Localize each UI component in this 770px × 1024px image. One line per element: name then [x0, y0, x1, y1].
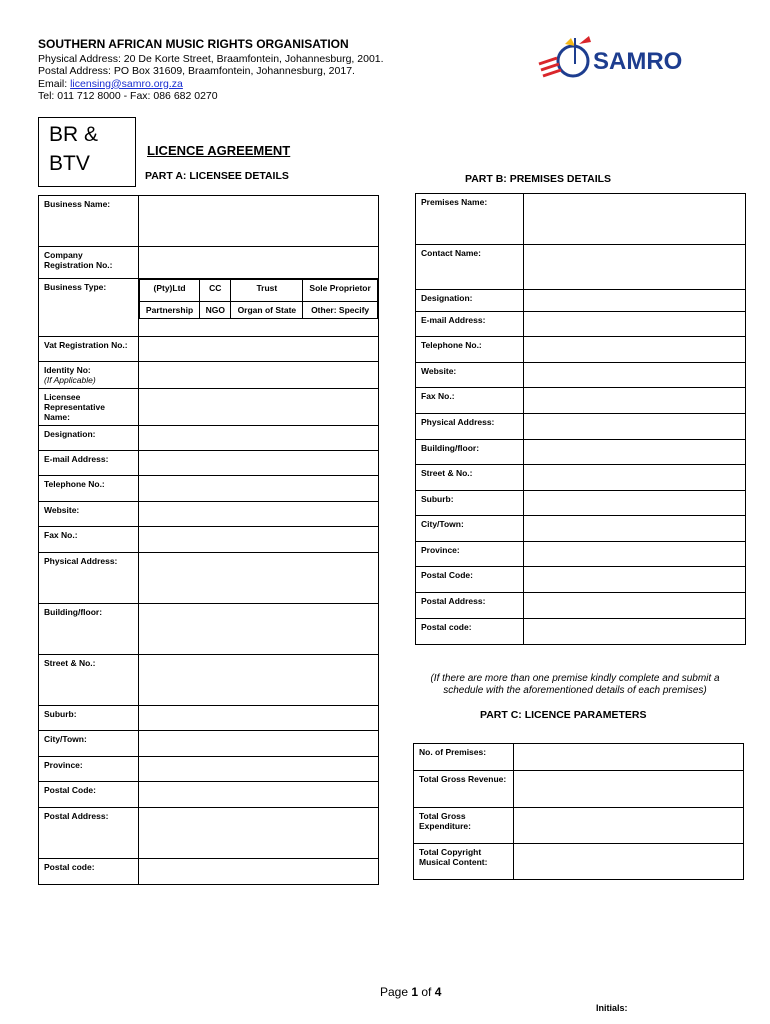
postal-code2-label: Postal code: — [39, 859, 139, 885]
physical-address-field[interactable] — [139, 553, 379, 604]
b-designation-label: Designation: — [416, 290, 524, 312]
b-physical-field[interactable] — [524, 414, 746, 440]
b-city-label: City/Town: — [416, 516, 524, 542]
postal-code-label: Postal Code: — [39, 782, 139, 808]
form-code-box — [38, 117, 136, 187]
type-cc[interactable]: CC — [200, 280, 231, 302]
rep-name-label: Licensee Representative Name: — [39, 389, 139, 426]
b-building-field[interactable] — [524, 440, 746, 465]
province-field[interactable] — [139, 757, 379, 782]
b-physical-label: Physical Address: — [416, 414, 524, 440]
tel-fax: Tel: 011 712 8000 - Fax: 086 682 0270 — [38, 89, 218, 102]
premises-name-label: Premises Name: — [416, 194, 524, 245]
copyright-content-field[interactable] — [514, 844, 744, 880]
email-link[interactable]: licensing@samro.org.za — [70, 77, 183, 90]
b-postal-code2-label: Postal code: — [416, 619, 524, 645]
fax-label: Fax No.: — [39, 527, 139, 553]
business-name-field[interactable] — [139, 196, 379, 247]
page-indicator — [380, 985, 441, 999]
b-fax-label: Fax No.: — [416, 388, 524, 414]
postal-code2-field[interactable] — [139, 859, 379, 885]
type-sole-proprietor[interactable]: Sole Proprietor — [303, 280, 378, 302]
type-organ-of-state[interactable]: Organ of State — [231, 302, 303, 319]
postal-address-label: Postal Address: — [39, 808, 139, 859]
company-reg-label: Company Registration No.: — [39, 247, 139, 279]
designation-label: Designation: — [39, 426, 139, 451]
part-b-heading: PART B: PREMISES DETAILS — [465, 173, 612, 185]
physical-address: Physical Address: 20 De Korte Street, Braamfontein, Johannesburg, 2001. — [38, 53, 384, 65]
email-label: E-mail Address: — [39, 451, 139, 476]
b-street-field[interactable] — [524, 465, 746, 491]
physical-address-label: Physical Address: — [39, 553, 139, 604]
designation-field[interactable] — [139, 426, 379, 451]
business-name-label: Business Name: — [39, 196, 139, 247]
b-telephone-field[interactable] — [524, 337, 746, 363]
identity-note: (If Applicable) — [44, 375, 96, 385]
contact-block — [38, 53, 384, 102]
logo-note — [565, 38, 575, 46]
building-label: Building/floor: — [39, 604, 139, 655]
contact-name-field[interactable] — [524, 245, 746, 290]
b-postal-code-field[interactable] — [524, 567, 746, 593]
b-website-field[interactable] — [524, 363, 746, 388]
business-type-grid — [139, 279, 378, 319]
logo-flag — [579, 36, 591, 44]
type-pty-ltd[interactable]: (Pty)Ltd — [140, 280, 200, 302]
premises-details-table — [415, 193, 746, 645]
premises-count-field[interactable] — [514, 744, 744, 771]
page-total: 4 — [434, 985, 442, 999]
part-a-heading: PART A: LICENSEE DETAILS — [145, 170, 289, 182]
identity-field[interactable] — [139, 362, 379, 389]
licence-parameters-table — [413, 743, 744, 880]
gross-expenditure-field[interactable] — [514, 808, 744, 844]
page-prefix: Page — [380, 985, 412, 999]
b-postal-address-label: Postal Address: — [416, 593, 524, 619]
fax-field[interactable] — [139, 527, 379, 553]
vat-label: Vat Registration No.: — [39, 337, 139, 362]
type-partnership[interactable]: Partnership — [140, 302, 200, 319]
gross-revenue-field[interactable] — [514, 771, 744, 808]
city-label: City/Town: — [39, 731, 139, 757]
email-field[interactable] — [139, 451, 379, 476]
b-suburb-field[interactable] — [524, 491, 746, 516]
b-postal-code-label: Postal Code: — [416, 567, 524, 593]
building-field[interactable] — [139, 604, 379, 655]
b-province-field[interactable] — [524, 542, 746, 567]
b-postal-address-field[interactable] — [524, 593, 746, 619]
b-telephone-label: Telephone No.: — [416, 337, 524, 363]
b-province-label: Province: — [416, 542, 524, 567]
identity-label — [39, 362, 139, 389]
company-reg-field[interactable] — [139, 247, 379, 279]
b-fax-field[interactable] — [524, 388, 746, 414]
org-name: SOUTHERN AFRICAN MUSIC RIGHTS ORGANISATION — [38, 37, 349, 51]
b-website-label: Website: — [416, 363, 524, 388]
email-label: Email: — [38, 77, 71, 90]
page-number: 1 — [411, 985, 419, 999]
province-label: Province: — [39, 757, 139, 782]
gross-revenue-label: Total Gross Revenue: — [414, 771, 514, 808]
business-type-options — [139, 279, 379, 337]
telephone-label: Telephone No.: — [39, 476, 139, 502]
street-field[interactable] — [139, 655, 379, 706]
vat-field[interactable] — [139, 337, 379, 362]
website-label: Website: — [39, 502, 139, 527]
type-ngo[interactable]: NGO — [200, 302, 231, 319]
b-designation-field[interactable] — [524, 290, 746, 312]
page-of: of — [418, 985, 435, 999]
postal-address-field[interactable] — [139, 808, 379, 859]
document-title: LICENCE AGREEMENT — [147, 143, 291, 158]
b-email-label: E-mail Address: — [416, 312, 524, 337]
initials-label: Initials: — [596, 1003, 628, 1013]
premises-name-field[interactable] — [524, 194, 746, 245]
logo-text: SAMRO — [593, 48, 683, 75]
rep-name-field[interactable] — [139, 389, 379, 426]
postal-code-field[interactable] — [139, 782, 379, 808]
postal-address: Postal Address: PO Box 31609, Braamfontein, Johannesburg, 2017. — [38, 65, 355, 78]
email-line — [38, 78, 384, 90]
b-building-label: Building/floor: — [416, 440, 524, 465]
samro-logo — [535, 34, 715, 84]
telephone-field[interactable] — [139, 476, 379, 502]
form-code-line1: BR & — [49, 123, 99, 146]
city-field[interactable] — [139, 731, 379, 757]
part-c-heading: PART C: LICENCE PARAMETERS — [480, 709, 647, 721]
business-type-label: Business Type: — [39, 279, 139, 337]
multiple-premises-note: (If there are more than one premise kindly complete and submit a schedule with the aforementioned details of each premises) — [430, 673, 720, 696]
copyright-content-label: Total Copyright Musical Content: — [414, 844, 514, 880]
form-code-line2: BTV — [49, 152, 90, 175]
contact-name-label: Contact Name: — [416, 245, 524, 290]
identity-label-text: Identity No: — [44, 365, 91, 375]
type-trust[interactable]: Trust — [231, 280, 303, 302]
street-label: Street & No.: — [39, 655, 139, 706]
gross-expenditure-label: Total Gross Expenditure: — [414, 808, 514, 844]
suburb-field[interactable] — [139, 706, 379, 731]
logo-ring — [558, 46, 588, 76]
b-email-field[interactable] — [524, 312, 746, 337]
premises-count-label: No. of Premises: — [414, 744, 514, 771]
licensee-details-table — [38, 195, 379, 885]
b-suburb-label: Suburb: — [416, 491, 524, 516]
type-other-specify[interactable]: Other: Specify — [303, 302, 378, 319]
b-postal-code2-field[interactable] — [524, 619, 746, 645]
b-street-label: Street & No.: — [416, 465, 524, 491]
suburb-label: Suburb: — [39, 706, 139, 731]
b-city-field[interactable] — [524, 516, 746, 542]
website-field[interactable] — [139, 502, 379, 527]
